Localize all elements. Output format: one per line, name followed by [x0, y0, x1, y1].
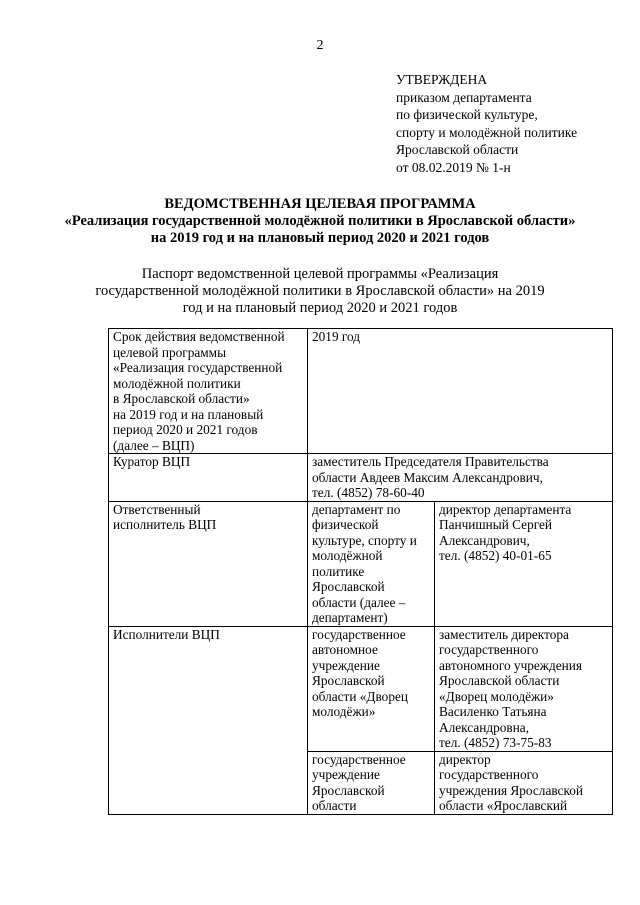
executor-org: государственное учреждение Ярославской области	[308, 751, 435, 814]
responsible-label: Ответственный исполнитель ВЦП	[109, 501, 308, 626]
approval-line: по физической культуре,	[396, 107, 538, 122]
curator-value: заместитель Председателя Правительства области Авдеев Максим Александрович, тел. (4852) 78-60-40	[308, 454, 613, 502]
program-title: ВЕДОМСТВЕННАЯ ЦЕЛЕВАЯ ПРОГРАММА «Реализация государственной молодёжной политики в Ярославской области» на 2019 год и на плановый период 2020 и 2021 годов	[64, 196, 576, 246]
curator-label: Куратор ВЦП	[109, 454, 308, 502]
page-number: 2	[316, 38, 324, 53]
executors-label: Исполнители ВЦП	[109, 626, 308, 814]
passport-table	[108, 328, 613, 815]
table-row	[109, 501, 613, 626]
table-row	[109, 329, 613, 454]
term-label: Срок действия ведомственной целевой программы «Реализация государственной молодёжной политики в Ярославской области» на 2019 год и на плановый период 2020 и 2021 годов (далее – ВЦП)	[109, 329, 308, 454]
approval-stamp	[396, 71, 636, 176]
executor-person: директор государственного учреждения Ярославской области «Ярославский	[435, 751, 613, 814]
approval-line: приказом департамента	[396, 89, 532, 105]
approval-line: Ярославской области	[396, 142, 519, 157]
table-row	[109, 626, 613, 751]
approval-line: от 08.02.2019 № 1-н	[396, 159, 511, 175]
term-value: 2019 год	[308, 329, 613, 454]
responsible-person: директор департамента Панчишный Сергей Александрович, тел. (4852) 40-01-65	[435, 501, 613, 626]
approval-line: УТВЕРЖДЕНА	[396, 72, 488, 87]
executor-org: государственное автономное учреждение Ярославской области «Дворец молодёжи»	[308, 626, 435, 751]
table-row	[109, 454, 613, 502]
executor-person: заместитель директора государственного автономного учреждения Ярославской области «Дворец молодёжи» Василенко Татьяна Александровна, тел. (4852) 73-75-83	[435, 626, 613, 751]
passport-heading: Паспорт ведомственной целевой программы «Реализация государственной молодёжной политики в Ярославской области» на 2019 год и на плановый период 2020 и 2021 годов	[95, 266, 545, 316]
responsible-org: департамент по физической культуре, спорту и молодёжной политике Ярославской области (далее – департамент)	[308, 501, 435, 626]
approval-line: спорту и молодёжной политике	[396, 124, 578, 140]
